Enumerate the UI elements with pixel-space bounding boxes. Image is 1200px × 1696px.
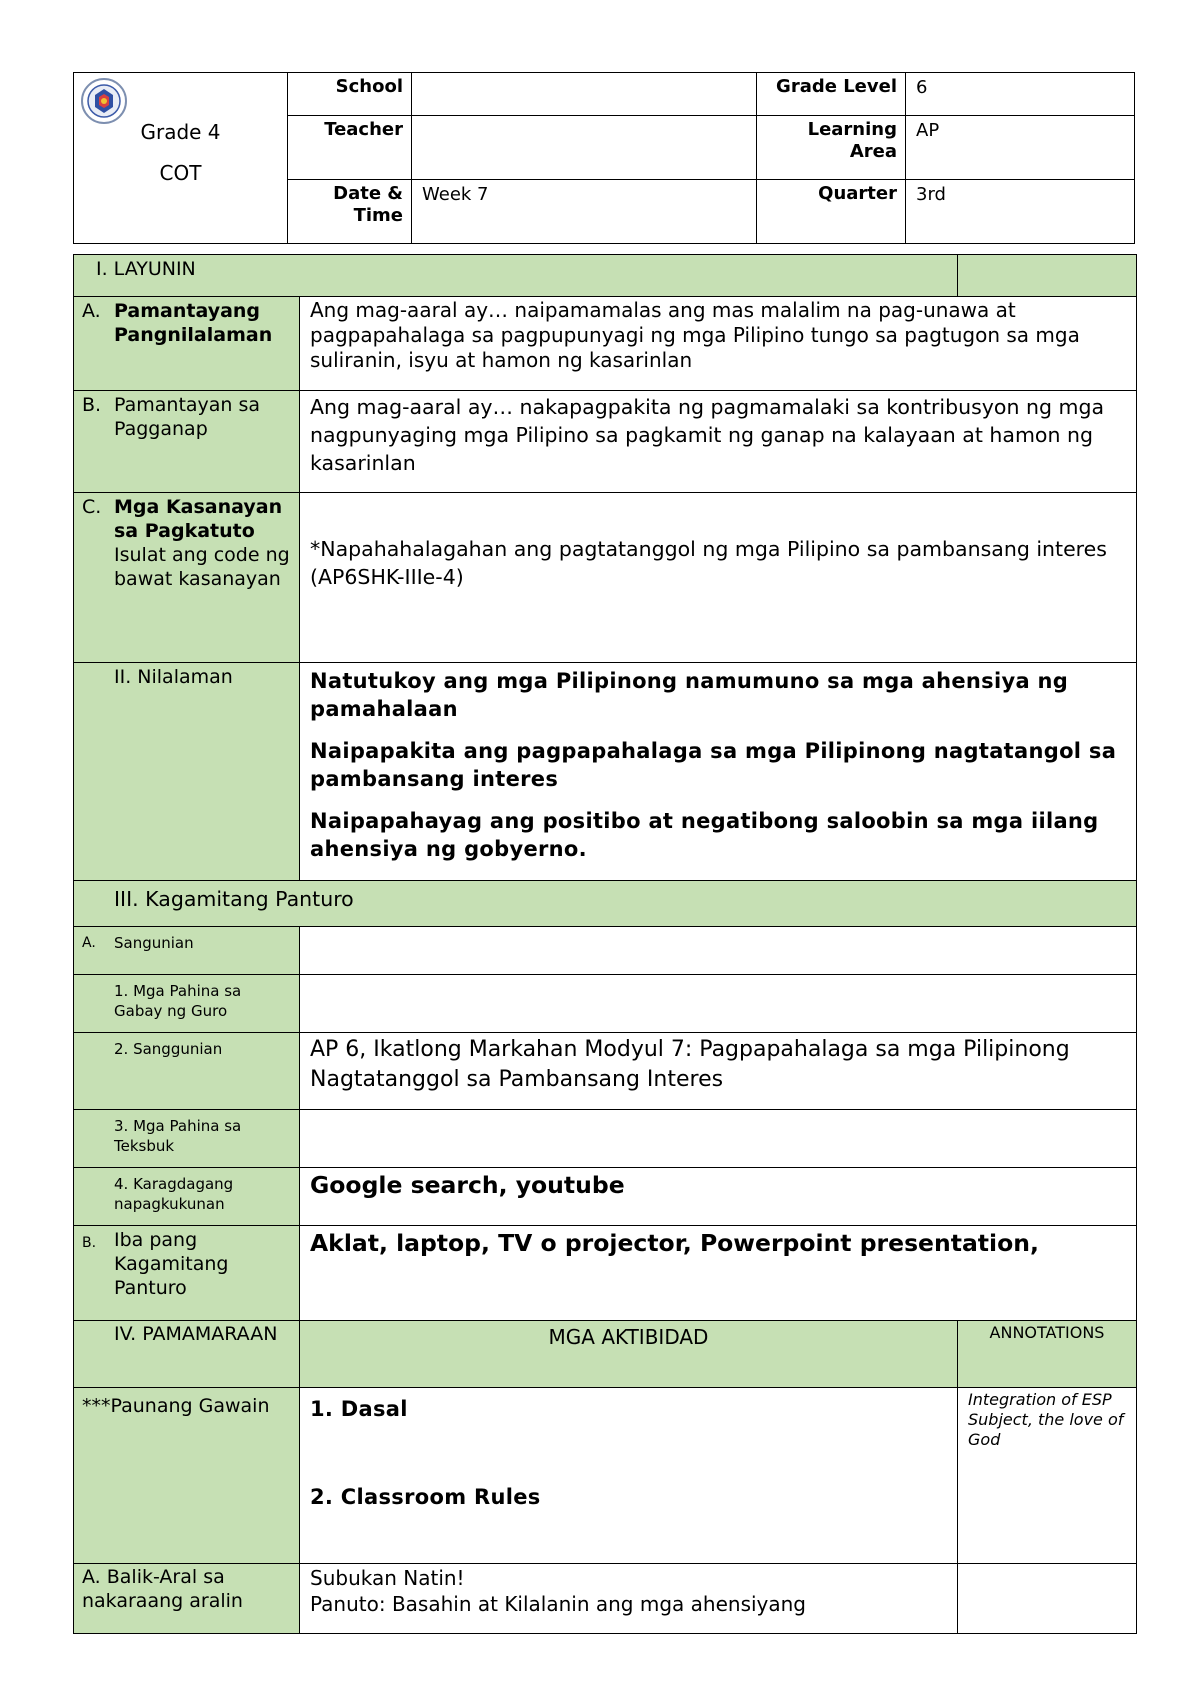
layunin-heading-blank (958, 255, 1137, 297)
nilalaman-content (300, 663, 1137, 881)
item-letter: C. (82, 496, 102, 518)
mga-aktibidad-header: MGA AKTIBIDAD (300, 1321, 958, 1388)
learning-area-value: AP (906, 116, 1135, 180)
sanggunian-label: 2. Sanggunian (74, 1033, 300, 1110)
item-letter: B. (82, 1235, 97, 1251)
school-label: School (288, 73, 412, 116)
deped-seal-icon (80, 77, 128, 125)
quarter-value: 3rd (906, 180, 1135, 244)
teacher-value (412, 116, 757, 180)
balik-annotation (958, 1564, 1137, 1634)
nilalaman-item-3: Naipapahayag ang positibo at negatibong saloobin sa mga iilang ahensiya ng gobyerno. (310, 809, 1099, 861)
karagdagang-label: 4. Karagdagang napagkukunan (74, 1168, 300, 1226)
date-time-value: Week 7 (412, 180, 757, 244)
item-label: Iba pang Kagamitang Panturo (114, 1229, 229, 1299)
paunang-gawain-label: ***Paunang Gawain (74, 1388, 300, 1564)
item-letter: B. (82, 394, 102, 416)
item-letter: A. (82, 300, 101, 322)
nilalaman-item-2: Naipapakita ang pagpapahalaga sa mga Pilipinong nagtatangol sa pambansang interes (310, 739, 1117, 791)
paunang-annotation: Integration of ESP Subject, the love of God (958, 1388, 1137, 1564)
item-label: Pamantayang Pangnilalaman (114, 300, 273, 346)
balik-aral-content (300, 1564, 958, 1634)
iba-pang-kagamitan-content: Aklat, laptop, TV o projector, Powerpoint presentation, (300, 1226, 1137, 1321)
document-title: Grade 4 (140, 120, 221, 144)
pamantayan-sa-pagganap-label (74, 391, 300, 493)
nilalaman-label: II. Nilalaman (74, 663, 300, 881)
layunin-heading: I. LAYUNIN (74, 255, 958, 297)
iba-pang-kagamitan-label (74, 1226, 300, 1321)
paunang-gawain-content (300, 1388, 958, 1564)
gabay-ng-guro-label: 1. Mga Pahina sa Gabay ng Guro (74, 975, 300, 1033)
date-time-label: Date & Time (288, 180, 412, 244)
document-subtitle: COT (159, 161, 202, 185)
school-value (412, 73, 757, 116)
teksbuk-label: 3. Mga Pahina sa Teksbuk (74, 1110, 300, 1168)
quarter-label: Quarter (757, 180, 906, 244)
grade-level-value: 6 (906, 73, 1135, 116)
learning-area-label: Learning Area (757, 116, 906, 180)
teacher-label: Teacher (288, 116, 412, 180)
paunang-item-2: 2. Classroom Rules (310, 1485, 541, 1509)
mga-kasanayan-label (74, 493, 300, 663)
item-sublabel: Isulat ang code ng bawat kasanayan (114, 544, 290, 590)
pamamaraan-label: IV. PAMAMARAAN (74, 1321, 300, 1388)
balik-line-1: Subukan Natin! (310, 1566, 465, 1590)
item-label: Sangunian (114, 934, 194, 952)
balik-aral-label: A. Balik-Aral sa nakaraang aralin (74, 1564, 300, 1634)
sangunian-content (300, 927, 1137, 975)
sangunian-label (74, 927, 300, 975)
karagdagang-content: Google search, youtube (300, 1168, 1137, 1226)
header-logo-cell (74, 73, 288, 244)
lesson-table (73, 254, 1137, 1634)
grade-level-label: Grade Level (757, 73, 906, 116)
kagamitan-heading: III. Kagamitang Panturo (74, 881, 1137, 927)
sanggunian-content: AP 6, Ikatlong Markahan Modyul 7: Pagpapahalaga sa mga Pilipinong Nagtatanggol sa Pambansang Interes (300, 1033, 1137, 1110)
item-label: Pamantayan sa Pagganap (114, 394, 261, 440)
pamantayang-pangnilalaman-content: Ang mag-aaral ay… naipamamalas ang mas malalim na pag-unawa at pagpapahalaga sa pagpupunyagi ng mga Pilipino tungo sa pagtugon sa mga suliranin, isyu at hamon ng kasarinlan (300, 297, 1137, 391)
annotations-header: ANNOTATIONS (958, 1321, 1137, 1388)
item-label: Mga Kasanayan sa Pagkatuto (114, 496, 283, 542)
mga-kasanayan-content: *Napahahalagahan ang pagtatanggol ng mga Pilipino sa pambansang interes (AP6SHK-IIIe-4) (300, 493, 1137, 663)
pamantayang-pangnilalaman-label (74, 297, 300, 391)
item-letter: A. (82, 935, 96, 951)
teksbuk-content (300, 1110, 1137, 1168)
paunang-item-1: 1. Dasal (310, 1397, 408, 1421)
pamantayan-sa-pagganap-content: Ang mag-aaral ay… nakapagpakita ng pagmamalaki sa kontribusyon ng mga nagpunyaging mga Pilipino sa pagkamit ng ganap na kalayaan at hamon ng kasarinlan (300, 391, 1137, 493)
header-table (73, 72, 1135, 244)
nilalaman-item-1: Natutukoy ang mga Pilipinong namumuno sa mga ahensiya ng pamahalaan (310, 669, 1069, 721)
balik-line-2: Panuto: Basahin at Kilalanin ang mga ahensiyang (310, 1592, 807, 1616)
gabay-ng-guro-content (300, 975, 1137, 1033)
